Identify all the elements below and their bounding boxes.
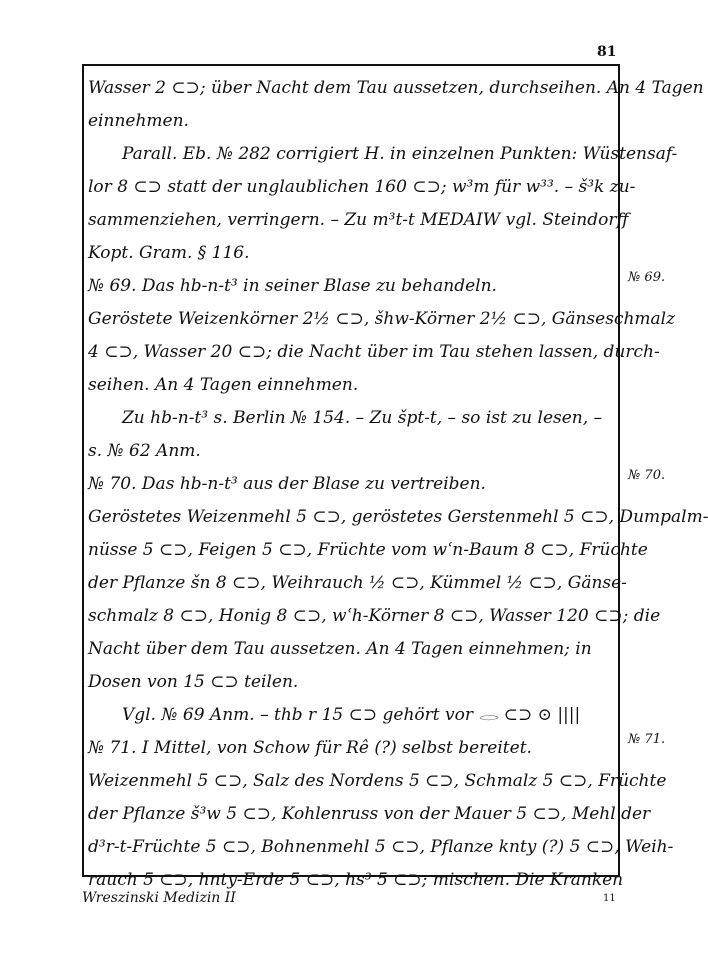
text-line: rauch 5 ⊂⊃, hnty-Erde 5 ⊂⊃, hs³ 5 ⊂⊃; mischen. Die Kranken (88, 870, 624, 890)
section-heading-69: № 69. Das hb-n-t³ in seiner Blase zu behandeln. (88, 276, 497, 296)
text-line: s. № 62 Anm. (88, 441, 201, 461)
text-line: Vgl. № 69 Anm. – thb r 15 ⊂⊃ gehört vor 𓂋 ⊂⊃ ⊙ |||| (122, 705, 581, 725)
text-line: der Pflanze š³w 5 ⊂⊃, Kohlenruss von der Mauer 5 ⊂⊃, Mehl der (88, 804, 651, 824)
margin-note-71: № 71. (628, 732, 666, 747)
text-line: Wasser 2 ⊂⊃; über Nacht dem Tau aussetzen, durchseihen. An 4 Tagen (88, 78, 704, 98)
page-number: 81 (597, 44, 617, 60)
footer-title: Wreszinski Medizin II (82, 890, 236, 906)
footer-sheet-number: 11 (603, 893, 616, 904)
text-line: Zu hb-n-t³ s. Berlin № 154. – Zu špt-t, – so ist zu lesen, – (122, 408, 603, 428)
text-line: Geröstetes Weizenmehl 5 ⊂⊃, geröstetes Gerstenmehl 5 ⊂⊃, Dumpalm- (88, 507, 708, 527)
text-line: Parall. Eb. № 282 corrigiert H. in einzelnen Punkten: Wüstensaf- (122, 144, 678, 164)
margin-note-70: № 70. (628, 468, 666, 483)
section-heading-71: № 71. I Mittel, von Schow für Rê (?) selbst bereitet. (88, 738, 532, 758)
text-line: Dosen von 15 ⊂⊃ teilen. (88, 672, 299, 692)
margin-note-69: № 69. (628, 270, 666, 285)
text-line: 4 ⊂⊃, Wasser 20 ⊂⊃; die Nacht über im Tau stehen lassen, durch- (88, 342, 660, 362)
text-line: Nacht über dem Tau aussetzen. An 4 Tagen einnehmen; in (88, 639, 592, 659)
text-line: der Pflanze šn 8 ⊂⊃, Weihrauch ½ ⊂⊃, Kümmel ½ ⊂⊃, Gänse- (88, 573, 627, 593)
text-line: sammenziehen, verringern. – Zu m³t-t MEDAIW vgl. Steindorff (88, 210, 629, 230)
section-heading-70: № 70. Das hb-n-t³ aus der Blase zu vertreiben. (88, 474, 486, 494)
text-line: schmalz 8 ⊂⊃, Honig 8 ⊂⊃, wʿh-Körner 8 ⊂⊃, Wasser 120 ⊂⊃; die (88, 606, 661, 626)
text-line: d³r-t-Früchte 5 ⊂⊃, Bohnenmehl 5 ⊂⊃, Pflanze knty (?) 5 ⊂⊃, Weih- (88, 837, 674, 857)
text-line: Weizenmehl 5 ⊂⊃, Salz des Nordens 5 ⊂⊃, Schmalz 5 ⊂⊃, Früchte (88, 771, 667, 791)
manuscript-text (88, 72, 708, 897)
text-line: Kopt. Gram. § 116. (88, 243, 250, 263)
text-line: Geröstete Weizenkörner 2½ ⊂⊃, šhw-Körner 2½ ⊂⊃, Gänseschmalz (88, 309, 676, 329)
text-line: nüsse 5 ⊂⊃, Feigen 5 ⊂⊃, Früchte vom wʿn-Baum 8 ⊂⊃, Früchte (88, 540, 648, 560)
text-line: einnehmen. (88, 111, 189, 131)
text-line: seihen. An 4 Tagen einnehmen. (88, 375, 359, 395)
text-line: lor 8 ⊂⊃ statt der unglaublichen 160 ⊂⊃; w³m für w³³. – š³k zu- (88, 177, 636, 197)
